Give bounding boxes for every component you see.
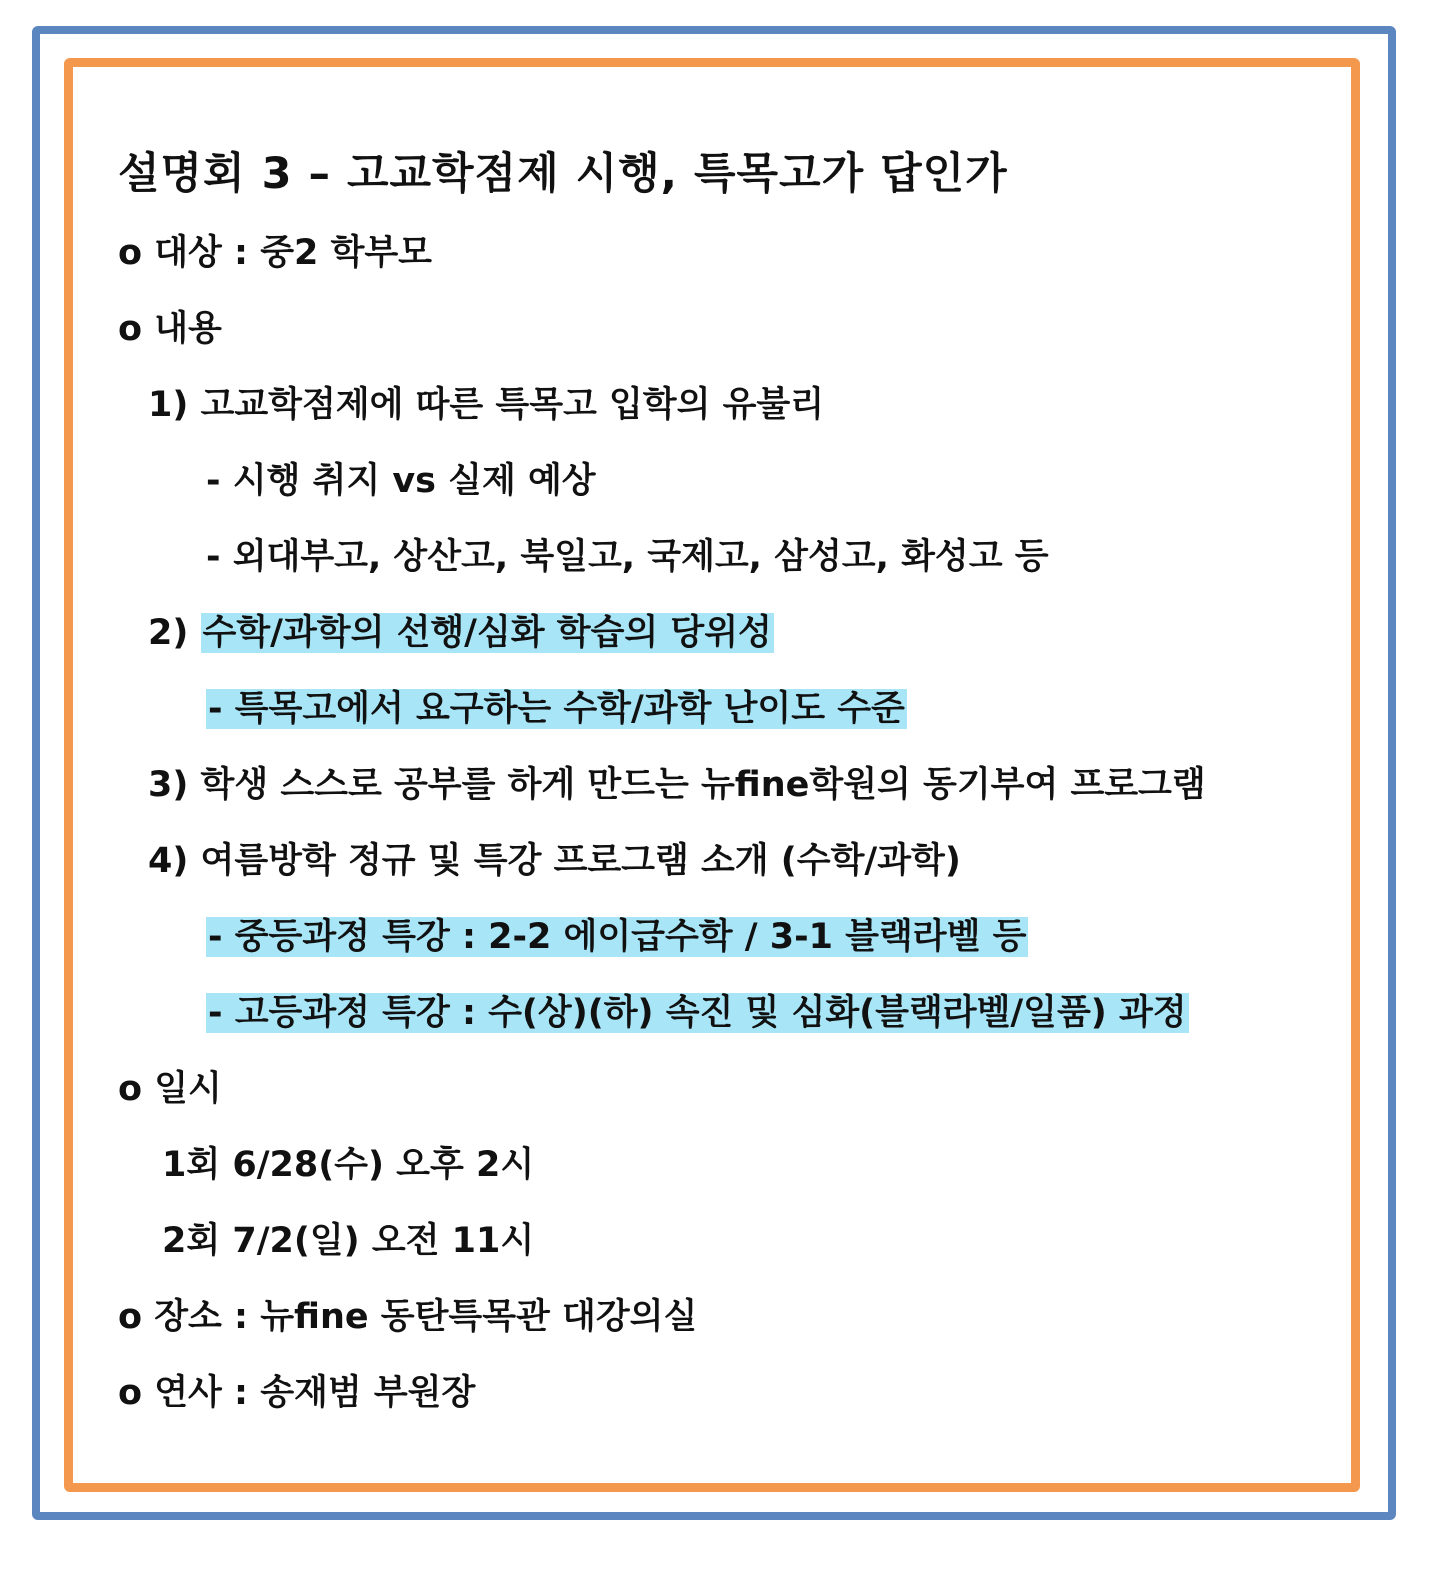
schedule-session-1: 1회 6/28(수) 오후 2시 xyxy=(162,1145,535,1185)
content-item-2-highlight: 수학/과학의 선행/심화 학습의 당위성 xyxy=(202,613,772,653)
content-item-3: 3) 학생 스스로 공부를 하게 만드는 뉴fine학원의 동기부여 프로그램 xyxy=(148,765,1206,805)
content-item-4-sub-2 xyxy=(206,988,1189,1038)
content-heading: o 내용 xyxy=(118,309,222,349)
place-line: o 장소 : 뉴fine 동탄특목관 대강의실 xyxy=(118,1297,698,1337)
content-item-2-sub-1-highlight: - 특목고에서 요구하는 수학/과학 난이도 수준 xyxy=(208,689,905,729)
content-item-1-sub-1: - 시행 취지 vs 실제 예상 xyxy=(206,461,596,501)
content-item-2-sub-1 xyxy=(206,684,907,734)
content-item-4: 4) 여름방학 정규 및 특강 프로그램 소개 (수학/과학) xyxy=(148,841,961,881)
content-item-1: 1) 고교학점제에 따른 특목고 입학의 유불리 xyxy=(148,385,825,425)
content-item-2 xyxy=(148,608,774,658)
content-item-4-sub-1-highlight: - 중등과정 특강 : 2-2 에이급수학 / 3-1 블랙라벨 등 xyxy=(208,917,1027,957)
notice-title: 설명회 3 – 고교학점제 시행, 특목고가 답인가 xyxy=(118,149,1008,199)
schedule-heading: o 일시 xyxy=(118,1069,222,1109)
target-line: o 대상 : 중2 학부모 xyxy=(118,233,432,273)
content-item-1-sub-2: - 외대부고, 상산고, 북일고, 국제고, 삼성고, 화성고 등 xyxy=(206,537,1049,577)
content-item-2-number: 2) xyxy=(148,613,189,653)
content-item-4-sub-2-highlight: - 고등과정 특강 : 수(상)(하) 속진 및 심화(블랙라벨/일품) 과정 xyxy=(208,993,1187,1033)
speaker-line: o 연사 : 송재범 부원장 xyxy=(118,1373,476,1413)
schedule-session-2: 2회 7/2(일) 오전 11시 xyxy=(162,1221,535,1261)
content-item-4-sub-1 xyxy=(206,912,1028,962)
